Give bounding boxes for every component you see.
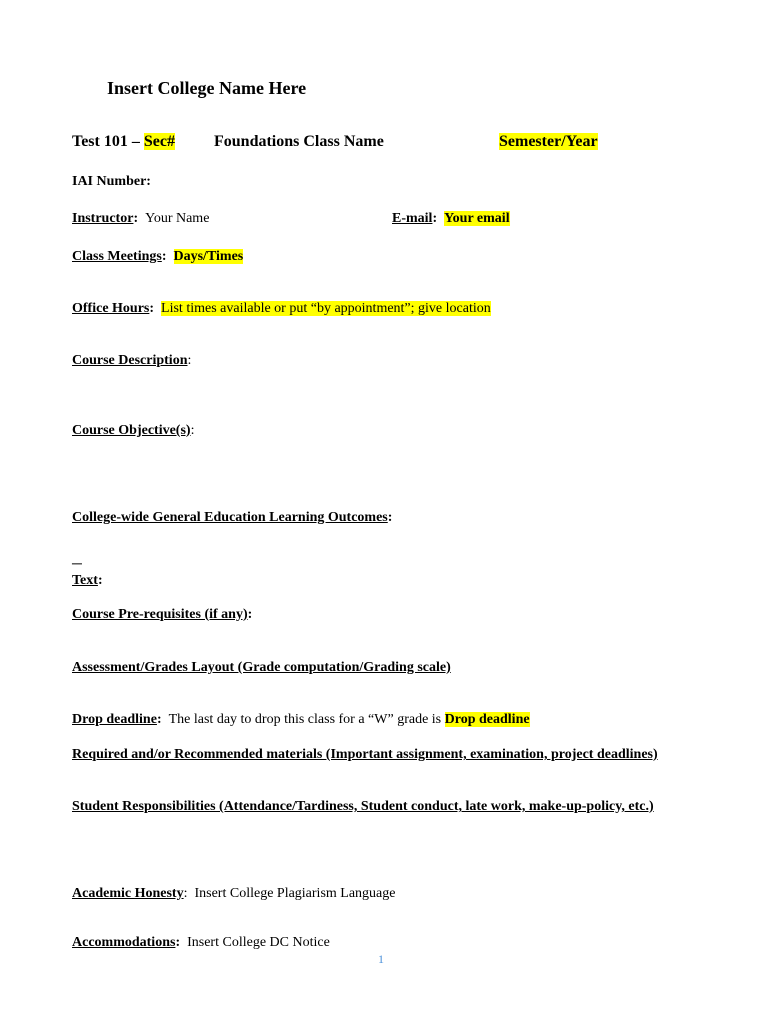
section-number: Sec# (143, 133, 175, 150)
email-row: E-mail: Your email (392, 211, 510, 226)
academic-honesty-row: Academic Honesty: Insert College Plagiarism Language (72, 886, 396, 901)
drop-deadline-label: Drop deadline (72, 712, 157, 727)
accommodations-label: Accommodations (72, 935, 176, 950)
instructor-label: Instructor (72, 211, 134, 226)
drop-deadline-text: The last day to drop this class for a “W” grade is (168, 712, 445, 727)
class-meetings-value: Days/Times (173, 249, 244, 264)
learning-outcomes-label: College-wide General Education Learning Outcomes (72, 510, 388, 525)
drop-deadline-value: Drop deadline (444, 712, 530, 727)
course-number: Test 101 – (72, 133, 144, 150)
course-description-row: Course Description: (72, 353, 192, 368)
college-name-title: Insert College Name Here (107, 78, 307, 98)
email-value: Your email (444, 211, 510, 226)
empty-paragraph-marker: ─ (72, 557, 82, 572)
office-hours-label: Office Hours (72, 301, 150, 316)
assessment-row (72, 659, 451, 677)
instructor-name: Your Name (145, 211, 210, 226)
page-number: 1 (378, 952, 384, 966)
academic-honesty-label: Academic Honesty (72, 886, 184, 901)
class-meetings-row: Class Meetings: Days/Times (72, 249, 244, 264)
course-objectives-row: Course Objective(s): (72, 423, 195, 438)
academic-honesty-value: Insert College Plagiarism Language (194, 886, 396, 901)
drop-deadline-row: Drop deadline: The last day to drop this class for a “W” grade is Drop deadline (72, 712, 530, 727)
semester-year: Semester/Year (499, 133, 598, 150)
course-heading (72, 132, 175, 152)
responsibilities-row (72, 798, 654, 816)
course-objectives-label: Course Objective(s) (72, 423, 191, 438)
accommodations-value: Insert College DC Notice (187, 935, 330, 950)
responsibilities-label: Student Responsibilities (Attendance/Tardiness, Student conduct, late work, make-up-policy, etc.) (72, 799, 654, 814)
class-meetings-label: Class Meetings (72, 249, 162, 264)
text-label: Text (72, 573, 98, 588)
materials-row (72, 746, 658, 764)
office-hours-value: List times available or put “by appointment”; give location (161, 301, 491, 316)
assessment-label: Assessment/Grades Layout (Grade computation/Grading scale) (72, 660, 451, 675)
email-label: E-mail (392, 211, 433, 226)
prerequisites-row: Course Pre-requisites (if any): (72, 607, 253, 622)
text-row: Text: (72, 573, 103, 588)
instructor-row: Instructor: Your Name (72, 211, 210, 226)
learning-outcomes-row: College-wide General Education Learning Outcomes: (72, 510, 393, 525)
course-description-label: Course Description (72, 353, 188, 368)
office-hours-row: Office Hours: List times available or put “by appointment”; give location (72, 301, 491, 316)
accommodations-row: Accommodations: Insert College DC Notice (72, 935, 330, 950)
prerequisites-label: Course Pre-requisites (if any) (72, 607, 248, 622)
iai-number-label: IAI Number: (72, 174, 151, 189)
materials-label: Required and/or Recommended materials (Important assignment, examination, project deadlines) (72, 747, 658, 762)
class-name: Foundations Class Name (214, 133, 384, 150)
